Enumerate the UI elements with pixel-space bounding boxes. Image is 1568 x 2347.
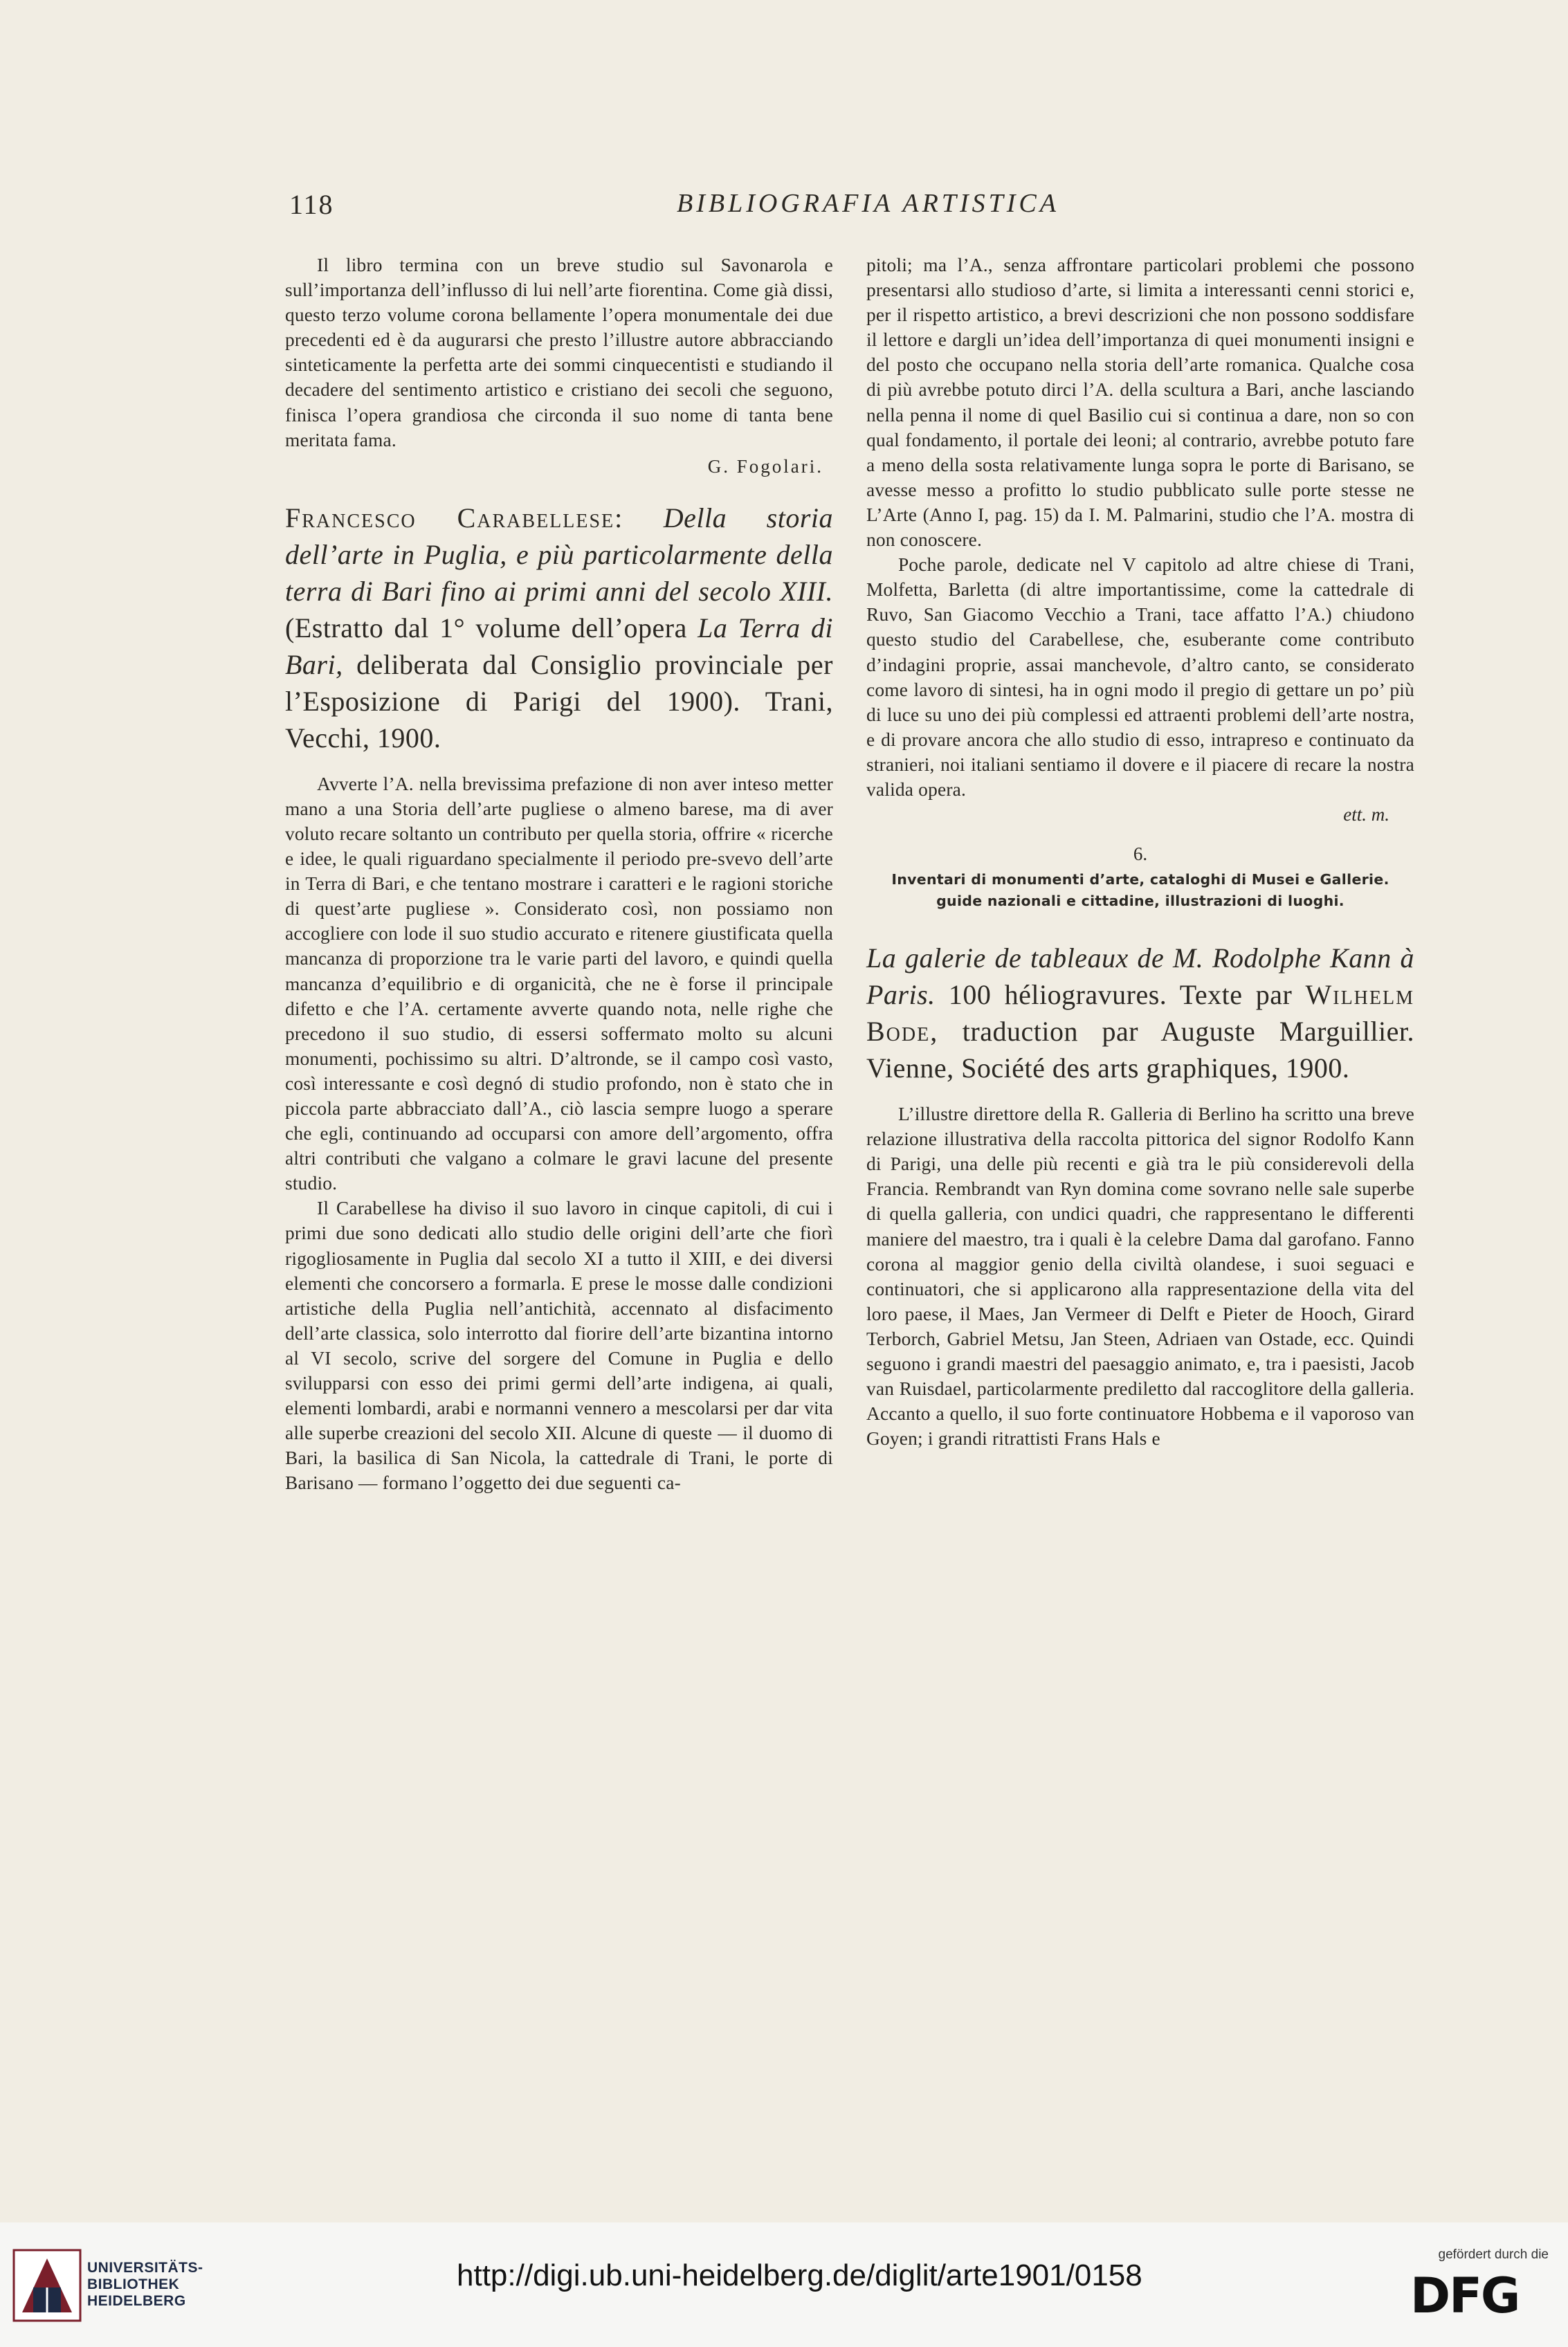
right-column (866, 253, 1414, 1451)
funding-notice (1396, 2247, 1549, 2318)
university-library-logo[interactable] (12, 2246, 203, 2328)
author-signature: G. Fogolari. (707, 455, 823, 477)
review-author: Wilhelm Bode, (866, 979, 1415, 1048)
section-number: 6. (1133, 843, 1148, 865)
review-details: 100 héliogravures. Texte par (948, 979, 1293, 1011)
paragraph: L’illustre direttore della R. Galleria di Berlino ha scritto una breve relazione illustrativa della raccolta pittorica del signor Rodolfo Kann di Parigi, una delle più recenti e già tra le più considerevoli della Francia. Rembrandt van Ryn domina come sovrano nelle sale superbe di quella galleria, con undici quadri, che rappresentano le differenti maniere del maestro, tra i quali è la celebre Dama dal garofano. Fanno corona al maggior genio della civiltà olandese, i suoi seguaci e continuatori, che si applicarono alla rappresentazione della vita del loro paese, il Maes, Jan Vermeer di Delft e Pieter de Hooch, Girard Terborch, Gabriel Metsu, Jan Steen, Adriaen van Ostade, ecc. Quindi seguono i grandi maestri del paesaggio animato, e, tra i paesisti, Jacob van Ruisdael, particolarmente prediletto dal raccoglitore della galleria. Accanto a quello, il suo forte continuatore Hobbema e il vaporoso van Goyen; i grandi ritrattisti Frans Hals e (866, 1104, 1414, 1450)
left-column (285, 253, 833, 1495)
paragraph: Poche parole, dedicate nel V capitolo ad altre chiese di Trani, Molfetta, Barletta (di altre importantissime, come la cattedrale di Ruvo, San Giacomo Vecchio a Trani, tace affatto l’A.) chiudono questo studio del Carabellese, che, esuberante come contributo d’indagini proprie, assai manchevole, d’altro canto, se considerato come lavoro di sintesi, ha in ogni modo il pregio di gettare un po’ più di luce su uno dei più complessi ed attraenti problemi dell’arte nostra, e di provare ancora che allo studio di esso, intrapreso e continuato da stranieri, noi italiani sentiamo il dovere e il piacere di recare la nostra valida opera. (866, 554, 1414, 800)
section-heading (866, 869, 1414, 912)
funding-text: gefördert durch die (1438, 2247, 1549, 2262)
paragraph: Avverte l’A. nella brevissima prefazione di non aver inteso metter mano a una Storia dell’arte pugliese o almeno barese, ma di aver voluto recare soltanto un contributo per quella storia, offrire « ricerche e idee, le quali riguardano specialmente il periodo pre-svevo dell’arte in Terra di Bari, e che tentano mostrare i caratteri e le ragioni storiche di quest’arte pugliese ». Considerato così, non possiamo non accogliere con lode il suo studio accurato e ritenere giustificata quella mancanza di proporzione tra le varie parti del lavoro, e quindi quella mancanza d’equilibrio e di organicità, che ne è forse il principale difetto e che l’A. certamente avverte quando nota, nelle righe che precedono il suo studio, di essersi soffermato molto su alcuni monumenti, pochissimo su altri. D’altronde, se il campo così vasto, così interessante e così degnó di studio profondo, non è stato che in piccola parte abbracciato dall’A., ciò lascia sempre luogo a sperare che egli, continuando ad occuparsi con amore dell’argomento, offra altri contributi che valgano a colmare le gravi lacune del presente studio. (285, 773, 833, 1194)
page-header (289, 188, 1417, 227)
section-heading-line: Inventari di monumenti d’arte, cataloghi di Musei e Gallerie. (891, 871, 1389, 888)
running-title: BIBLIOGRAFIA ARTISTICA (677, 189, 1059, 218)
page-number: 118 (289, 189, 334, 220)
review-heading (285, 500, 833, 756)
review-heading (866, 940, 1414, 1086)
library-name-line: BIBLIOTHEK (87, 2276, 180, 2292)
review-details: (Estratto dal 1° volume dell’opera (285, 612, 687, 643)
document-url-link[interactable]: http://digi.ub.uni-heidelberg.de/diglit/arte1901/0158 (457, 2258, 1142, 2292)
review-series-title: La Terra di Bari, (285, 612, 833, 680)
paragraph: Il libro termina con un breve studio sul Savonarola e sull’importanza dell’influsso di lui nell’arte fiorentina. Come già dissi, questo terzo volume corona bellamente l’opera monumentale dei due precedenti ed è da augurarsi che presto l’illustre autore abbracciando sinteticamente la perfetta arte dei sommi cinquecentisti e studiando il decadere del sentimento artistico e cristiano dei secoli che seguono, finisca l’opera grandiosa che circonda il suo nome di tanta bene meritata fama. (285, 255, 833, 450)
review-title: La galerie de tableaux de M. Rodolphe Kann à Paris. (866, 942, 1414, 1011)
library-name-line: UNIVERSITÄTS- (87, 2260, 203, 2276)
library-emblem-icon (12, 2249, 82, 2322)
review-publication: traduction par Auguste Marguillier. Vienne, Société des arts graphiques, 1900. (866, 1016, 1415, 1084)
footer-bar (0, 2222, 1568, 2347)
paragraph: Il Carabellese ha diviso il suo lavoro in cinque capitoli, di cui i primi due sono dedicati allo studio delle origini dell’arte che fiorì rigogliosamente in Puglia dal secolo XI a tutto il XIII, e dei diversi elementi che concorsero a formarla. E prese le mosse dalle condizioni artistiche della Puglia nell’antichità, accennato al disfacimento dell’arte classica, solo interrotto dal fiorire dell’arte bizantina intorno al VI secolo, scrive del sorgere del Comune in Puglia e dello svilupparsi con esso dei primi germi dell’arte indigena, ai quali, elementi lombardi, arabi e normanni vennero a mescolarsi per dar vita alle superbe creazioni del secolo XII. Alcune di queste — il duomo di Bari, la basilica di San Nicola, la cattedrale di Trani, le porte di Barisano — formano l’oggetto dei due seguenti ca- (285, 1198, 833, 1494)
dfg-logo-text: DFG (1410, 2270, 1520, 2318)
library-name (87, 2260, 203, 2310)
review-publication: deliberata dal Consiglio provinciale per l’Esposizione di Parigi del 1900). Trani, Vecchi, 1900. (285, 648, 834, 754)
review-author: Francesco Carabellese: (285, 502, 624, 533)
dfg-logo-icon[interactable] (1410, 2270, 1549, 2318)
section-heading-line: guide nazionali e cittadine, illustrazioni di luoghi. (936, 893, 1344, 910)
paragraph: pitoli; ma l’A., senza affrontare particolari problemi che possono presentarsi allo studioso d’arte, si limita a interessanti cenni storici e, per il rispetto artistico, a brevi descrizioni che non possono soddisfare il lettore e dargli un’idea dell’importanza di quei monumenti insigni e del posto che occupano nella storia dell’arte romanica. Qualche cosa di più avrebbe potuto dirci l’A. della scultura a Bari, anche lasciando nella penna il nome di quel Basilio cui si continua a dare, non so con qual fondamento, il portale dei leoni; al contrario, avrebbe potuto fare a meno della sosta relativamente lunga sopra le porte di Barisano, se avesse messo a profitto lo studio pubblicato sulle porte stesse ne L’Arte (Anno I, pag. 15) da I. M. Palmarini, studio che l’A. mostra di non conoscere. (866, 255, 1414, 551)
review-title: Della storia dell’arte in Puglia, e più particolarmente della terra di Bari fino ai primi anni del secolo XIII. (285, 502, 833, 607)
author-initials: ett. m. (1343, 804, 1389, 825)
library-name-line: HEIDELBERG (87, 2293, 186, 2309)
